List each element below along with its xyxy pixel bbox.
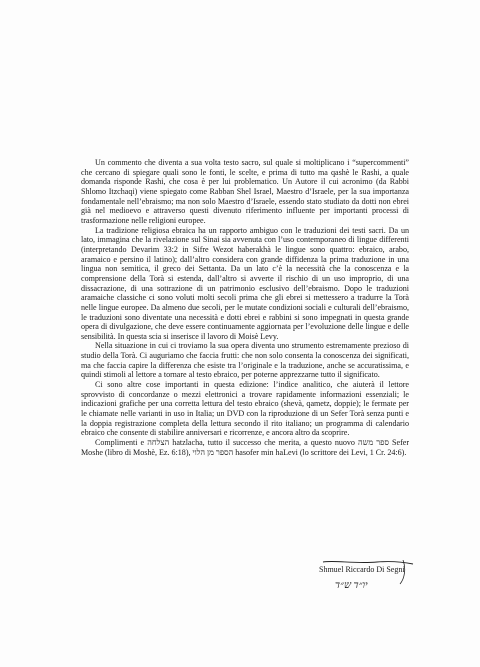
paragraph-3: Nella situazione in cui ci troviamo la sua opera diventa uno strumento estremamente prezioso di studio della Torà. Ci auguriamo che faccia frutti: che non solo consenta la conoscenza dei significati, ma che faccia capire la differenza che esiste tra l’originale e la traduzione, anche se accuratissima, e quindi stimoli al lettore a tornare al testo ebraico, per poterne apprezzarne tutto il significato. bbox=[81, 341, 409, 380]
paragraph-1: Un commento che diventa a sua volta testo sacro, sul quale si moltiplicano i “supercommenti” che cercano di spiegare quali sono le fonti, le scelte, e prima di tutto ma qashè le Rashi, a quale domanda risponde Rashi, che cosa è per lui problematico. Un Autore il cui acronimo (da Rabbi Shlomo Itzchaqi) viene spiegato come Rabban Shel Israel, Maestro d’Israele, per la sua importanza fondamentale nell’ebraismo; ma non solo Maestro d’Israele, essendo stato studiato da dotti non ebrei già nel medioevo e attraverso questi divenuto riferimento influente per importanti processi di trasformazione nelle religioni europee. bbox=[81, 158, 409, 225]
paragraph-2: La tradizione religiosa ebraica ha un rapporto ambiguo con le traduzioni dei testi sacri. Da un lato, immagina che la rivelazione sul Sinai sia avvenuta con l’uso contemporaneo di lingue differenti (interpretando Devarim 33:2 in Sifre Wezot haberakhà le lingue sono quattro: ebraico, arabo, aramaico e persino il latino); dall’altro considera con grande diffidenza la prima traduzione in una lingua non semitica, il greco dei Settanta. Da un lato c’è la necessità che la conoscenza e la comprensione della Torà si estenda, dall’altro si avverte il rischio di un uso improprio, di una dissacrazione, di una sottrazione di un patrimonio esclusivo dell’ebraismo. Dopo le traduzioni aramaiche classiche ci sono voluti molti secoli prima che gli ebrei si mettessero a tradurre la Torà nelle lingue europee. Da almeno due secoli, per le mutate condizioni sociali e culturali dell’ebraismo, le traduzioni sono diventate una necessità e dotti ebrei e rabbini si sono impegnati in questa grande opera di divulgazione, che deve essere continuamente aggiornata per l’evoluzione delle lingue e delle sensibilità. In questa scia si inserisce il lavoro di Moisè Levy. bbox=[81, 225, 409, 341]
handwritten-signature-icon bbox=[315, 560, 425, 600]
paragraph-5: Complimenti e הצלחה hatzlacha, tutto il successo che merita, a questo nuovo ספר משה Sefer Moshe (libro di Moshè, Ez. 6:18), הספר מן הלוי hasofer min haLevi (lo scrittore dei Levi, 1 Cr. 24:6). bbox=[81, 438, 410, 457]
signature-name: Shmuel Riccardo Di Segni bbox=[319, 565, 405, 574]
paragraph-4: Ci sono altre cose importanti in questa edizione: l’indice analitico, che aiuterà il lettore sprovvisto di concordanze o mezzi elettronici a trovare rapidamente informazioni essenziali; le indicazioni grafiche per una corretta lettura del testo ebraico (shevà, qametz, doppie); le fermate per le chiamate nelle varianti in uso in Italia; un DVD con la riproduzione di un Sefer Torà senza punti e la doppia registrazione completa della lettura secondo il rito italiano; un programma di calendario ebraico che consente di stabilire anniversari e ricorrenze, e ancora altro da scoprire. bbox=[81, 380, 409, 438]
body-text bbox=[81, 158, 409, 457]
handwritten-hebrew-signature: יו״ד ש״ד bbox=[335, 580, 368, 591]
